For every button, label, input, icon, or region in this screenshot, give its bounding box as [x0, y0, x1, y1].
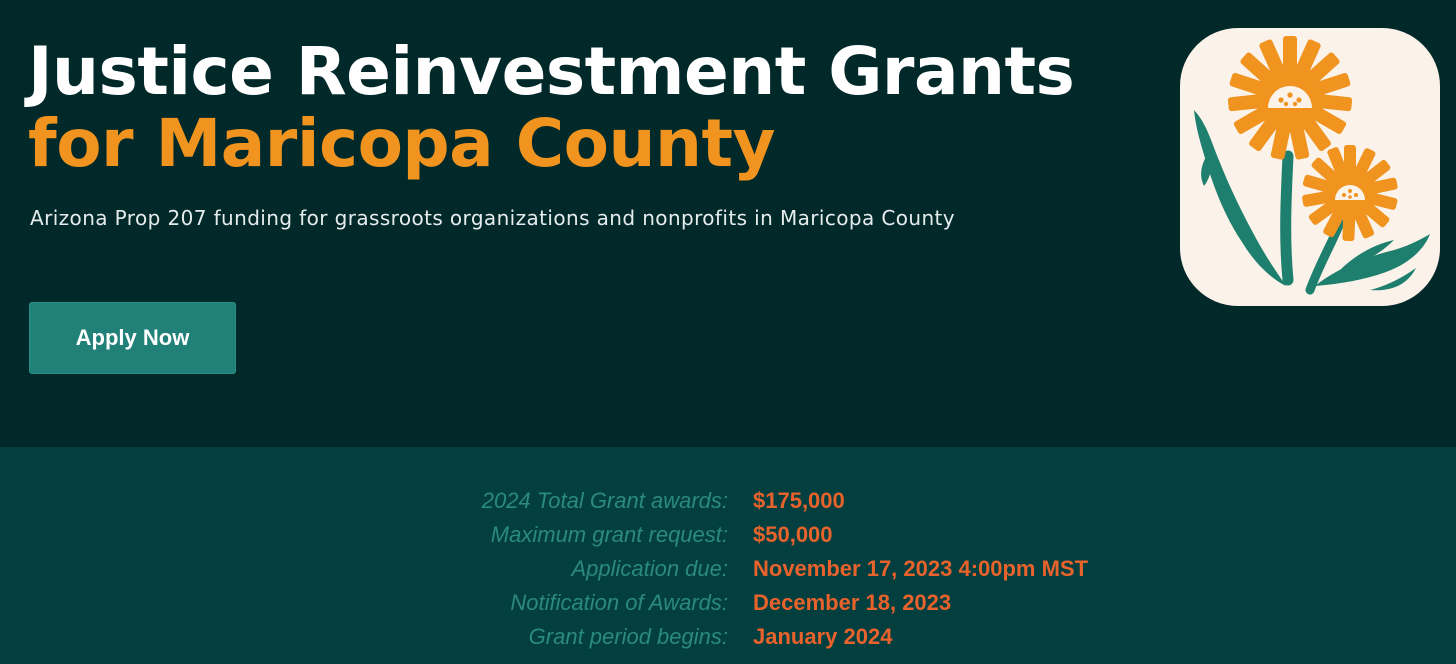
- detail-label: Notification of Awards:: [510, 590, 728, 615]
- detail-label: Maximum grant request:: [490, 522, 728, 547]
- detail-label: 2024 Total Grant awards:: [481, 488, 728, 513]
- detail-value: January 2024: [753, 624, 893, 649]
- detail-value: November 17, 2023 4:00pm MST: [753, 556, 1089, 581]
- detail-label: Application due:: [571, 556, 728, 581]
- detail-row-max-request: [0, 518, 1456, 552]
- detail-value: $50,000: [753, 522, 833, 547]
- page-title: [28, 33, 1075, 182]
- flower-logo-icon: [1180, 28, 1440, 306]
- detail-label: Grant period begins:: [528, 624, 728, 649]
- detail-row-notification: [0, 586, 1456, 620]
- grant-details-section: [0, 447, 1456, 664]
- title-line-2: for Maricopa County: [28, 105, 776, 182]
- hero-subtitle: Arizona Prop 207 funding for grassroots organizations and nonprofits in Maricopa County: [30, 206, 956, 230]
- detail-value: December 18, 2023: [753, 590, 952, 615]
- title-line-1: Justice Reinvestment Grants: [28, 33, 1075, 110]
- detail-row-total-awards: [0, 484, 1456, 518]
- detail-row-application-due: [0, 552, 1456, 586]
- detail-row-grant-period: [0, 620, 1456, 654]
- detail-value: $175,000: [753, 488, 845, 513]
- apply-now-button[interactable]: Apply Now: [29, 302, 236, 374]
